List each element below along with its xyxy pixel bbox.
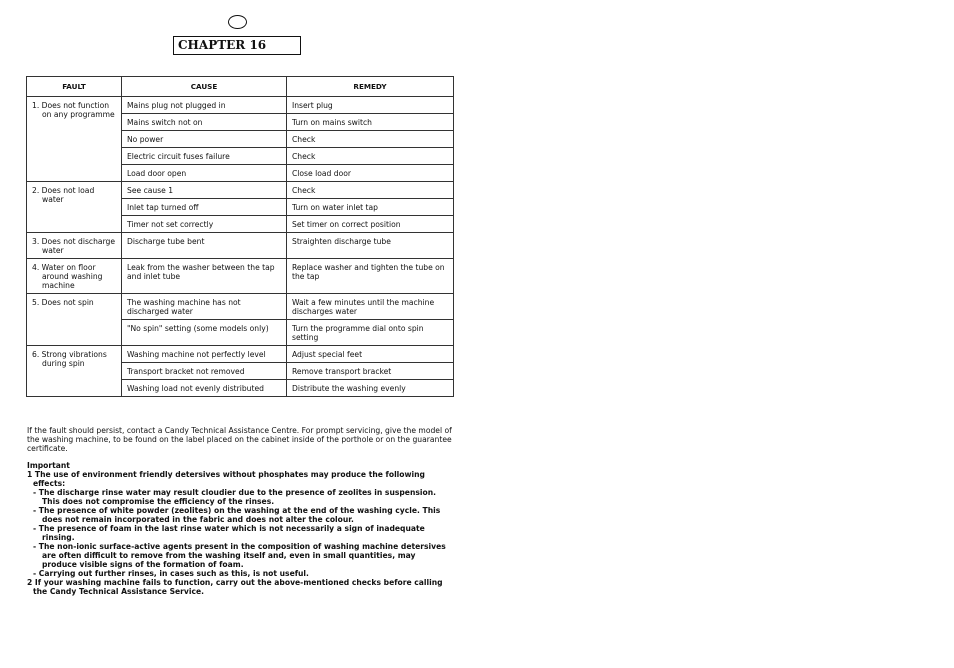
cause-cell: Discharge tube bent [122,233,287,259]
table-row [27,97,454,114]
header-remedy: REMEDY [287,77,454,97]
remedy-cell: Check [287,182,454,199]
important-heading: Important [27,461,70,470]
header-cause: CAUSE [122,77,287,97]
cause-cell: "No spin" setting (some models only) [122,320,287,346]
remedy-cell: Turn the programme dial onto spin setting [287,320,454,346]
language-mark-oval [228,15,247,29]
remedy-cell: Turn on mains switch [287,114,454,131]
header-fault: FAULT [27,77,122,97]
cause-cell: No power [122,131,287,148]
fault-cell: 5. Does not spin [27,294,122,346]
list-item: - The presence of white powder (zeolites) on the washing at the end of the washing cycle. This does not remain incorporated in the fabric and does not alter the colour. [33,506,441,524]
table-row [27,294,454,320]
chapter-title: CHAPTER 16 [173,36,301,55]
remedy-cell: Check [287,131,454,148]
fault-cell: 2. Does not load water [27,182,122,233]
remedy-cell: Insert plug [287,97,454,114]
cause-cell: Mains switch not on [122,114,287,131]
cause-cell: Electric circuit fuses failure [122,148,287,165]
table-row [27,346,454,363]
cause-cell: The washing machine has not discharged water [122,294,287,320]
cause-cell: Leak from the washer between the tap and inlet tube [122,259,287,294]
remedy-cell: Close load door [287,165,454,182]
remedy-cell: Turn on water inlet tap [287,199,454,216]
remedy-cell: Distribute the washing evenly [287,380,454,397]
fault-cell: 6. Strong vibrations during spin [27,346,122,397]
cause-cell: Inlet tap turned off [122,199,287,216]
list-item: - The presence of foam in the last rinse water which is not necessarily a sign of inadequate rinsing. [33,524,425,542]
remedy-cell: Replace washer and tighten the tube on the tap [287,259,454,294]
fault-cell: 4. Water on floor around washing machine [27,259,122,294]
cause-cell: Mains plug not plugged in [122,97,287,114]
remedy-cell: Check [287,148,454,165]
fault-cell: 1. Does not function on any programme [27,97,122,182]
cause-cell: Load door open [122,165,287,182]
list-item: - The non-ionic surface-active agents present in the composition of washing machine detersives are often difficult to remove from the washing itself and, even in small quantities, may produce visible signs of the formation of foam. [33,542,446,569]
troubleshooting-table [26,76,454,397]
list-item: - Carrying out further rinses, in cases such as this, is not useful. [33,569,309,578]
remedy-cell: Remove transport bracket [287,363,454,380]
cause-cell: Timer not set correctly [122,216,287,233]
persist-paragraph: If the fault should persist, contact a Candy Technical Assistance Centre. For prompt servicing, give the model of the washing machine, to be found on the label placed on the cabinet inside of the porthole or on the guarantee certificate. [27,426,452,453]
remedy-cell: Adjust special feet [287,346,454,363]
table-header-row [27,77,454,97]
table-row [27,233,454,259]
important-point-1: 1 The use of environment friendly detersives without phosphates may produce the following effects: [27,470,425,488]
table-row [27,182,454,199]
remedy-cell: Wait a few minutes until the machine discharges water [287,294,454,320]
notes-section [27,426,452,596]
cause-cell: See cause 1 [122,182,287,199]
cause-cell: Washing load not evenly distributed [122,380,287,397]
cause-cell: Transport bracket not removed [122,363,287,380]
table-row [27,259,454,294]
remedy-cell: Set timer on correct position [287,216,454,233]
fault-cell: 3. Does not discharge water [27,233,122,259]
important-point-2: 2 If your washing machine fails to function, carry out the above-mentioned checks before calling the Candy Technical Assistance Service. [27,578,443,596]
list-item: - The discharge rinse water may result cloudier due to the presence of zeolites in suspension. This does not compromise the efficiency of the rinses. [33,488,436,506]
remedy-cell: Straighten discharge tube [287,233,454,259]
cause-cell: Washing machine not perfectly level [122,346,287,363]
